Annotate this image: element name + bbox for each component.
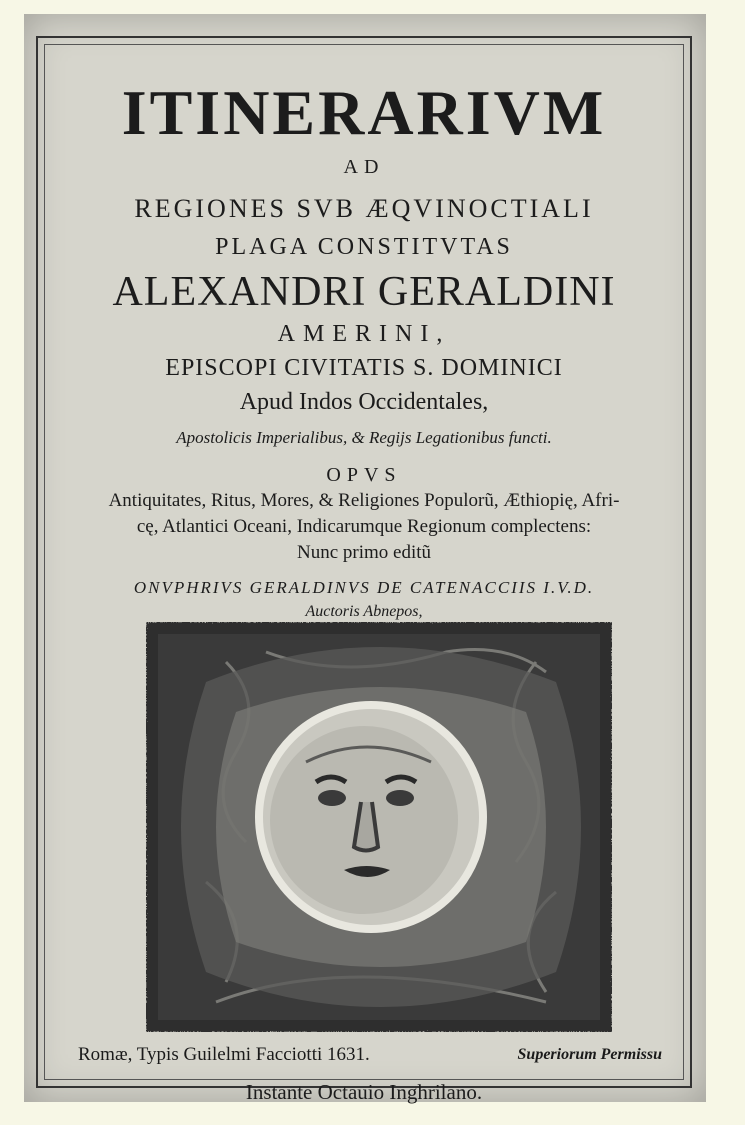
description-line-2: cę, Atlantici Oceani, Indicarumque Regionum complectens:: [136, 516, 592, 537]
sun-face-emblem-icon: [146, 622, 612, 1032]
line-ad: AD: [343, 156, 385, 178]
line-plaga: PLAGA CONSTITVTAS: [215, 234, 513, 260]
legations-line: Apostolicis Imperialibus, & Regijs Legationibus functi.: [176, 428, 552, 447]
book-title: ITINERARIVM: [121, 77, 607, 148]
author-office: EPISCOPI CIVITATIS S. DOMINICI: [165, 355, 563, 381]
page-border: [36, 36, 692, 1104]
imprint-permission: Superiorum Permissu: [517, 1046, 662, 1063]
imprint-printer: Romæ, Typis Guilelmi Facciotti 1631.: [78, 1044, 370, 1065]
publisher-line: Instante Octauio Inghrilano.: [245, 1080, 483, 1104]
description-line-3: Nunc primo editũ: [296, 542, 432, 563]
editor-relation: Auctoris Abnepos,: [305, 603, 423, 620]
opus-heading: OPVS: [326, 464, 402, 486]
title-page: [24, 14, 706, 1102]
editor-name: ONVPHRIVS GERALDINVS DE CATENACCIIS I.V.D.: [133, 578, 595, 597]
author-name: ALEXANDRI GERALDINI: [112, 269, 616, 315]
author-place: Apud Indos Occidentales,: [239, 389, 489, 415]
description-line-1: Antiquitates, Ritus, Mores, & Religiones Populorũ, Æthiopię, Afri-: [108, 490, 620, 511]
line-regiones: REGIONES SVB ÆQVINOCTIALI: [134, 194, 594, 223]
author-origin: AMERINI,: [277, 321, 451, 347]
